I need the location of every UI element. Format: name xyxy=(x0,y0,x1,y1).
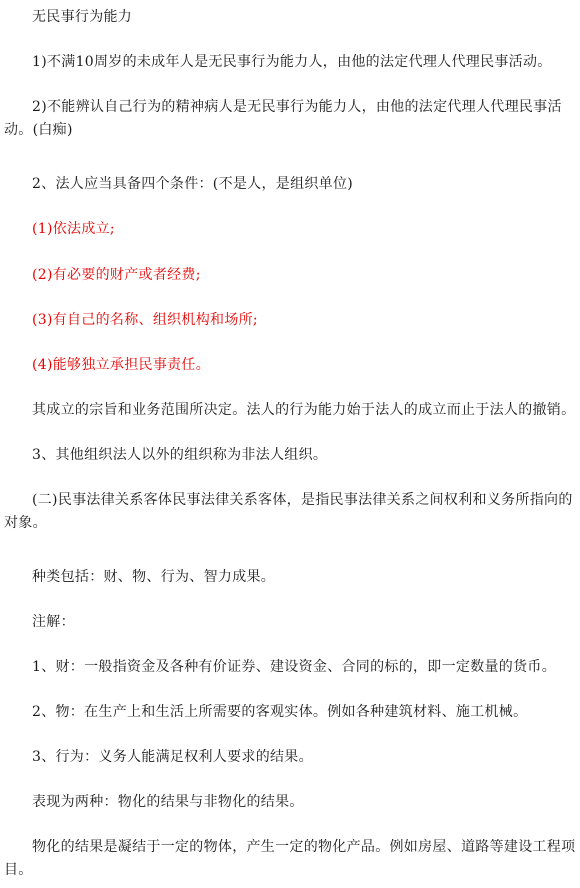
paragraph: 物化的结果是凝结于一定的物体，产生一定的物化产品。例如房屋、道路等建设工程项目。 xyxy=(4,839,576,878)
paragraph: 2、物：在生产上和生活上所需要的客观实体。例如各种建筑材料、施工机械。 xyxy=(32,704,528,720)
paragraph-highlight: (2)有必要的财产或者经费; xyxy=(32,267,201,283)
paragraph: 2)不能辨认自己行为的精神病人是无民事行为能力人，由他的法定代理人代理民事活动。(白痴) xyxy=(4,99,562,138)
paragraph-highlight: (1)依法成立; xyxy=(32,221,115,237)
paragraph: 3、行为：义务人能满足权利人要求的结果。 xyxy=(32,749,313,765)
paragraph: 注解： xyxy=(32,614,75,630)
paragraph: 2、法人应当具备四个条件：(不是人，是组织单位) xyxy=(32,176,354,192)
paragraph: 3、其他组织法人以外的组织称为非法人组织。 xyxy=(32,447,328,463)
paragraph-highlight: (4)能够独立承担民事责任。 xyxy=(32,357,211,373)
paragraph-highlight: (3)有自己的名称、组织机构和场所; xyxy=(32,312,258,328)
paragraph: 1、财：一般指资金及各种有价证券、建设资金、合同的标的，即一定数量的货币。 xyxy=(32,659,557,675)
paragraph-heading: 无民事行为能力 xyxy=(32,9,133,25)
paragraph: 1)不满10周岁的未成年人是无民事行为能力人，由他的法定代理人代理民事活动。 xyxy=(32,54,552,70)
paragraph: (二)民事法律关系客体民事法律关系客体，是指民事法律关系之间权利和义务所指向的对象。 xyxy=(4,492,573,531)
paragraph: 表现为两种：物化的结果与非物化的结果。 xyxy=(32,794,304,810)
paragraph: 其成立的宗旨和业务范围所决定。法人的行为能力始于法人的成立而止于法人的撤销。 xyxy=(32,402,576,418)
paragraph: 种类包括：财、物、行为、智力成果。 xyxy=(32,569,276,585)
